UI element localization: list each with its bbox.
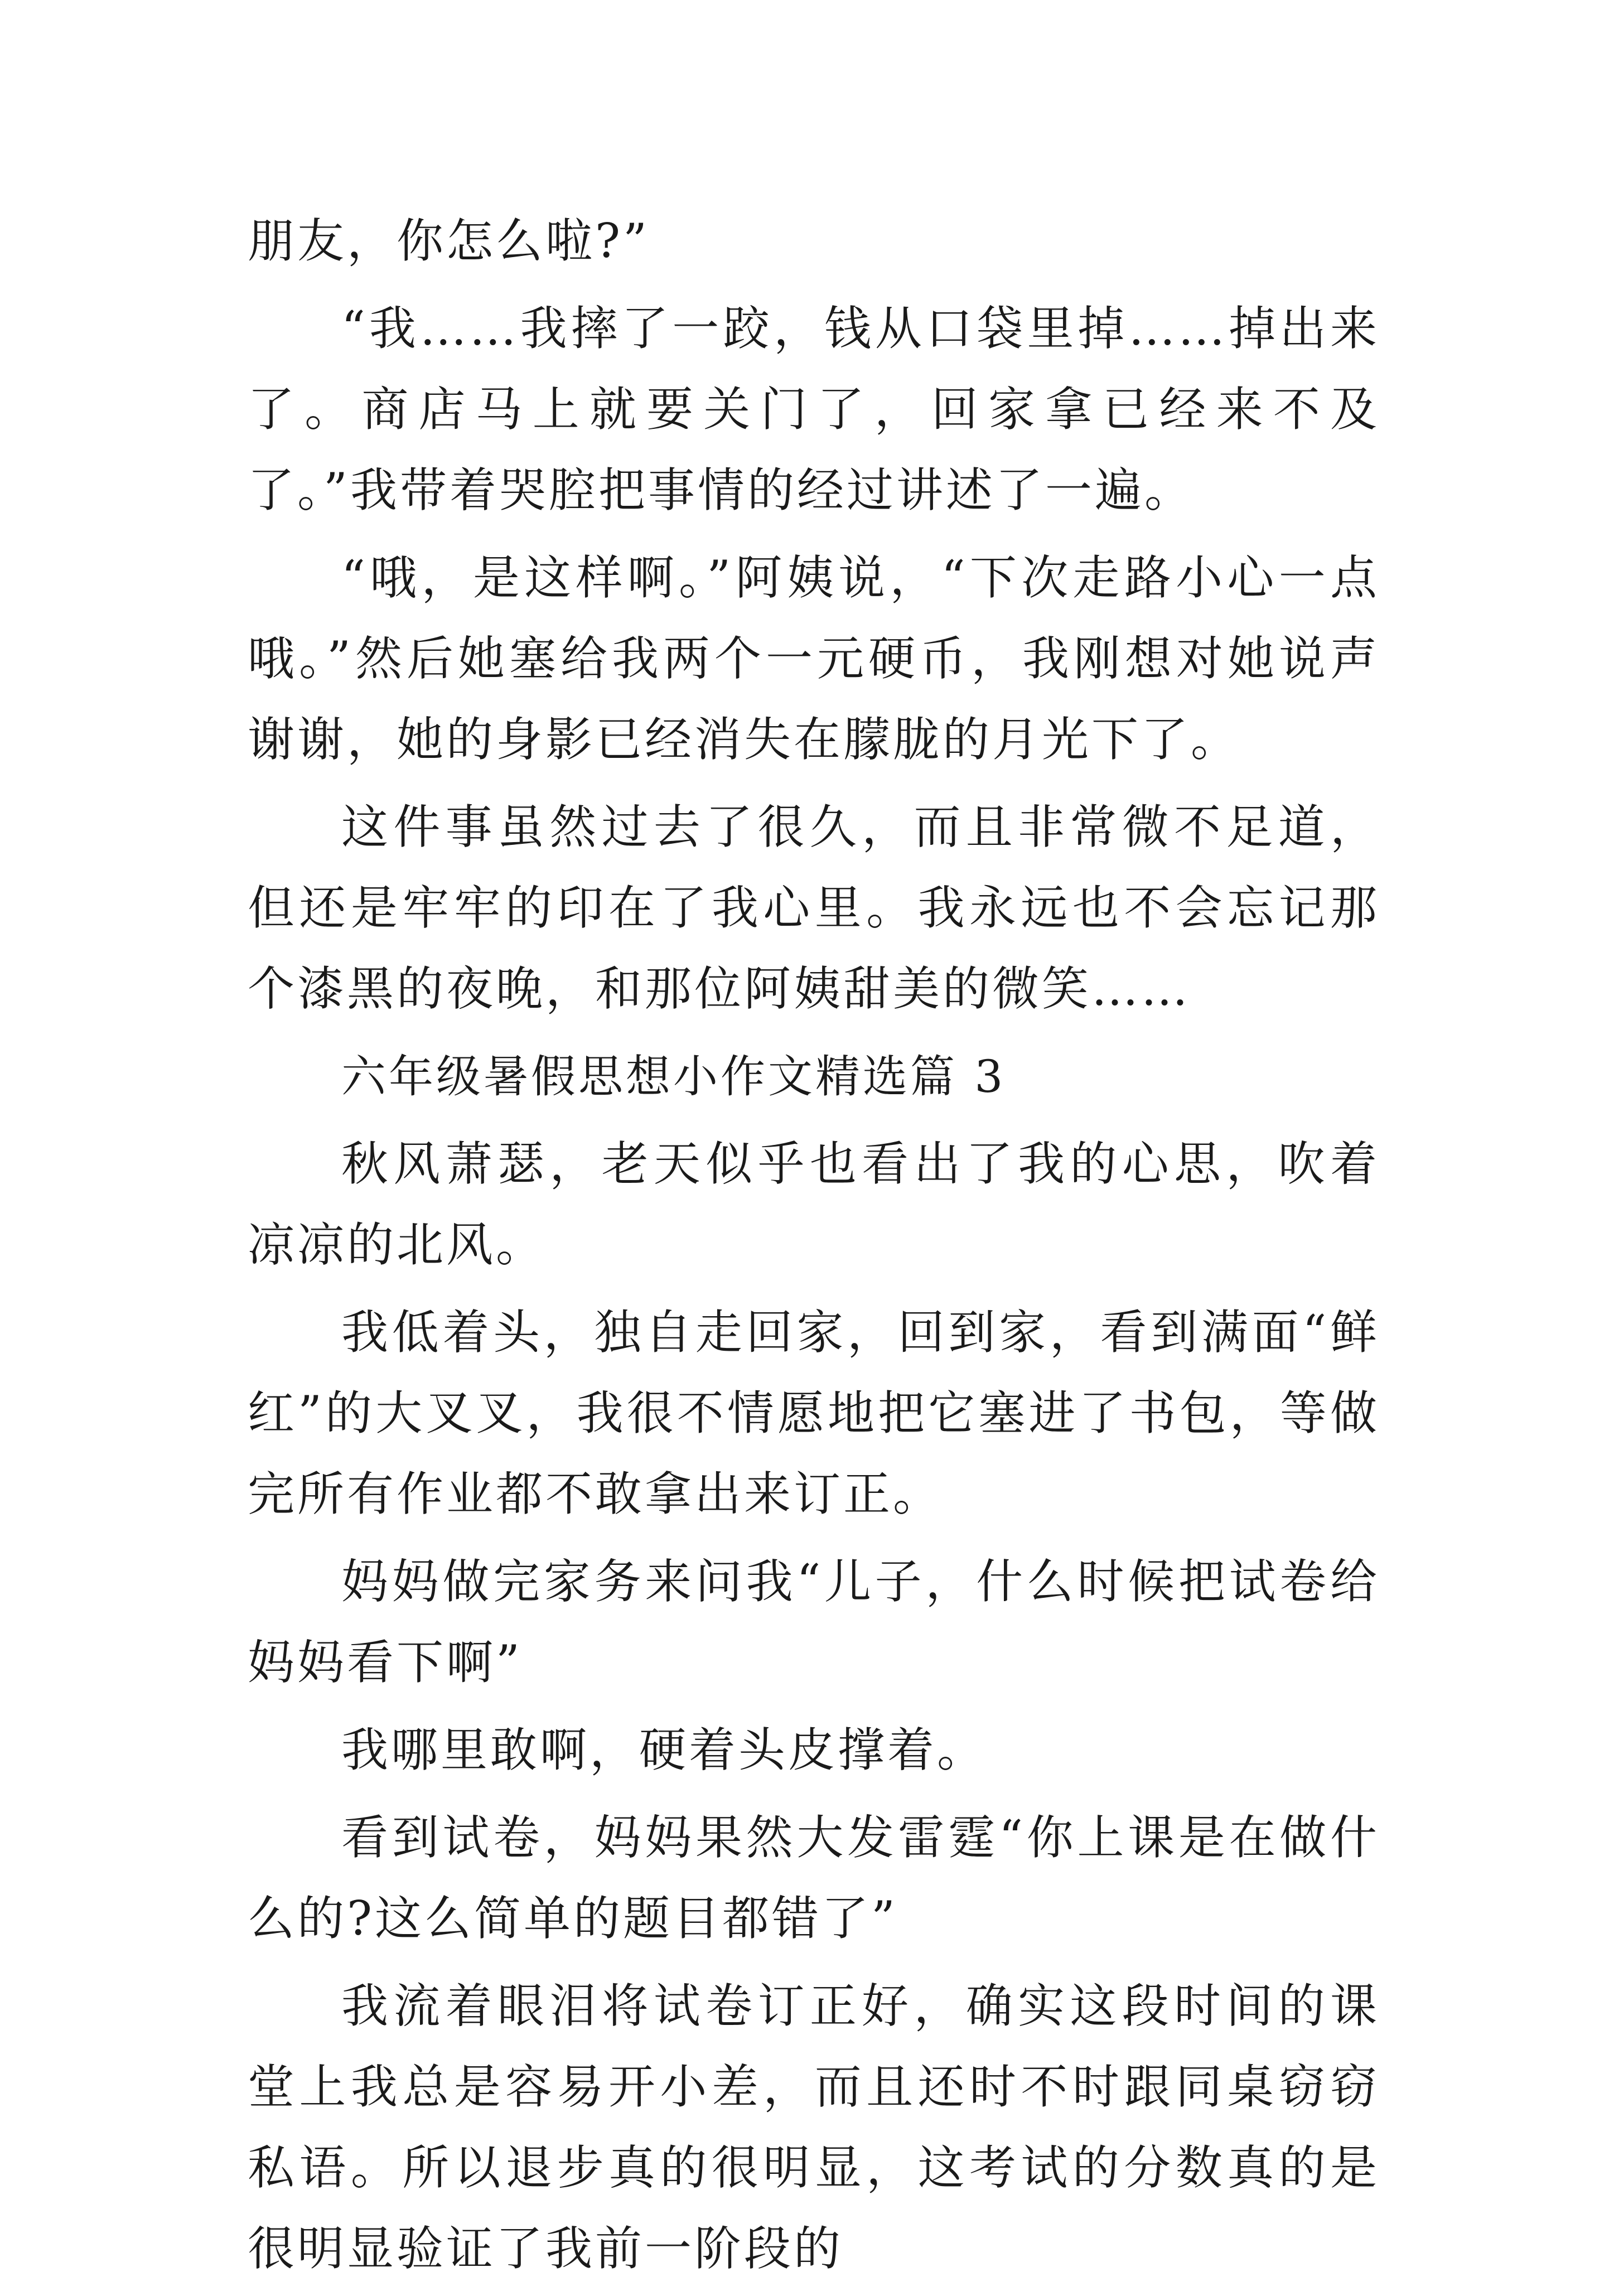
paragraph: “哦，是这样啊。”阿姨说，“下次走路小心一点哦。”然后她塞给我两个一元硬币，我刚想对她说声谢谢，她的身影已经消失在朦胧的月光下了。 [248,550,1380,767]
paragraph: 我低着头，独自走回家，回到家，看到满面“鲜红”的大叉叉，我很不情愿地把它塞进了书包，等做完所有作业都不敢拿出来订正。 [248,1305,1380,1521]
paragraph: 妈妈做完家务来问我“儿子，什么时候把试卷给妈妈看下啊” [248,1554,1380,1690]
document-body [248,201,1380,2296]
paragraph: 朋友，你怎么啦?” [248,214,650,268]
paragraph: 我哪里敢啊，硬着头皮撑着。 [341,1723,987,1777]
paragraph: 秋风萧瑟，老天似乎也看出了我的心思，吹着凉凉的北风。 [248,1137,1380,1272]
paragraph: “我……我摔了一跤，钱从口袋里掉……掉出来了。商店马上就要关门了，回家拿已经来不及了。”我带着哭腔把事情的经过讲述了一遍。 [248,301,1380,518]
paragraph: 这件事虽然过去了很久，而且非常微不足道，但还是牢牢的印在了我心里。我永远也不会忘记那个漆黑的夜晚，和那位阿姨甜美的微笑…… [248,800,1380,1016]
paragraph: 我流着眼泪将试卷订正好，确实这段时间的课堂上我总是容易开小差，而且还时不时跟同桌窃窃私语。所以退步真的很明显，这考试的分数真的是很明显验证了我前一阶段的 [248,1979,1380,2276]
paragraph: 看到试卷，妈妈果然大发雷霆“你上课是在做什么的?这么简单的题目都错了” [248,1810,1380,1946]
section-heading: 六年级暑假思想小作文精选篇 3 [341,1051,1006,1103]
